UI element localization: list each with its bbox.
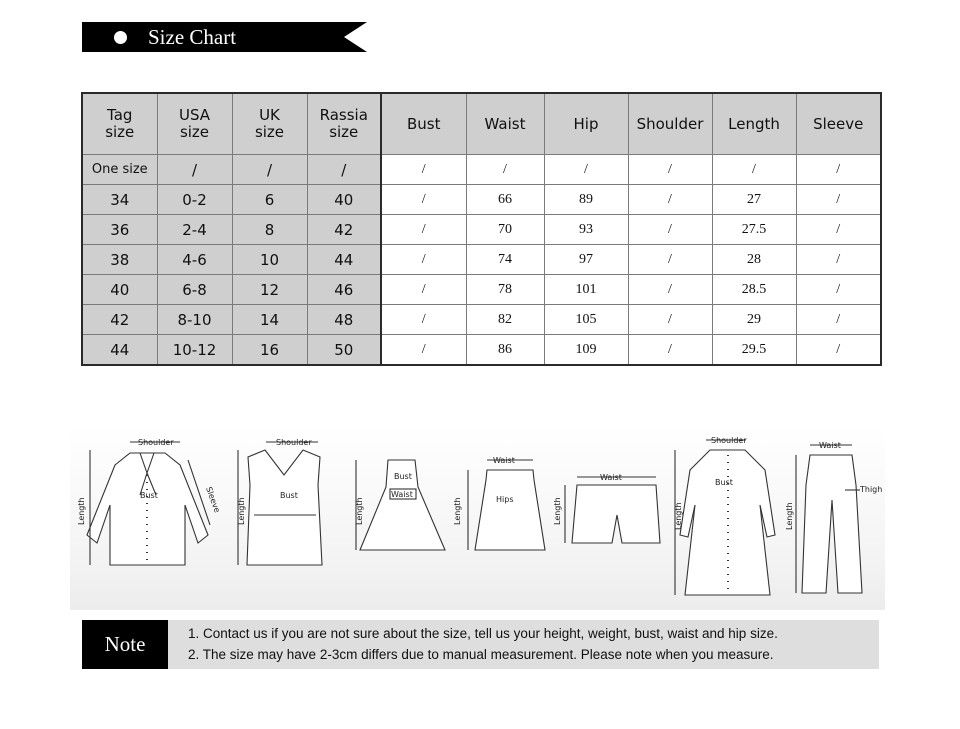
table-cell: / — [307, 155, 381, 185]
header-usa-size: USA size — [157, 93, 232, 155]
table-cell: / — [796, 335, 881, 366]
table-cell: / — [381, 185, 466, 215]
table-cell: 44 — [82, 335, 157, 366]
header-shoulder: Shoulder — [628, 93, 712, 155]
table-cell: 6-8 — [157, 275, 232, 305]
table-cell: / — [796, 215, 881, 245]
table-cell: 36 — [82, 215, 157, 245]
table-cell: 82 — [466, 305, 544, 335]
table-cell: 89 — [544, 185, 628, 215]
label-waist-4: Waist — [493, 456, 515, 465]
table-cell: 66 — [466, 185, 544, 215]
label-bust-6: Bust — [715, 478, 733, 487]
header-length: Length — [712, 93, 796, 155]
header-hip: Hip — [544, 93, 628, 155]
table-cell: / — [628, 215, 712, 245]
table-cell: 6 — [232, 185, 307, 215]
table-cell: 16 — [232, 335, 307, 366]
table-cell: 70 — [466, 215, 544, 245]
table-cell: 29.5 — [712, 335, 796, 366]
table-cell: 48 — [307, 305, 381, 335]
table-cell: 10-12 — [157, 335, 232, 366]
table-row — [82, 305, 881, 335]
header-bust: Bust — [381, 93, 466, 155]
table-cell: 34 — [82, 185, 157, 215]
table-cell: 2-4 — [157, 215, 232, 245]
table-header-row — [82, 93, 881, 155]
table-cell: / — [796, 305, 881, 335]
label-length: Length — [77, 497, 86, 525]
table-cell: 105 — [544, 305, 628, 335]
table-cell: 28.5 — [712, 275, 796, 305]
dress-illustration — [355, 460, 445, 550]
table-cell: 42 — [82, 305, 157, 335]
table-cell: / — [628, 155, 712, 185]
label-length-4: Length — [453, 497, 462, 525]
table-cell: / — [796, 155, 881, 185]
table-cell: 8-10 — [157, 305, 232, 335]
label-bust-3: Bust — [394, 472, 412, 481]
note-line-2: 2. The size may have 2-3cm differs due to manual measurement. Please note when you measure. — [188, 647, 774, 662]
table-cell: 97 — [544, 245, 628, 275]
table-cell: / — [544, 155, 628, 185]
table-cell: 42 — [307, 215, 381, 245]
table-cell: / — [381, 335, 466, 366]
table-row — [82, 215, 881, 245]
table-cell: / — [628, 245, 712, 275]
header-waist: Waist — [466, 93, 544, 155]
label-waist-5: Waist — [600, 473, 622, 482]
table-cell: 8 — [232, 215, 307, 245]
table-row — [82, 185, 881, 215]
table-cell: / — [381, 155, 466, 185]
table-row — [82, 155, 881, 185]
table-cell: 38 — [82, 245, 157, 275]
label-length-3: Length — [355, 497, 364, 525]
table-cell: 86 — [466, 335, 544, 366]
table-cell: / — [381, 305, 466, 335]
label-length-7: Length — [785, 502, 794, 530]
table-row — [82, 335, 881, 366]
garment-illustrations — [70, 425, 885, 610]
label-hips: Hips — [496, 495, 514, 504]
table-cell: / — [381, 275, 466, 305]
table-cell: / — [628, 275, 712, 305]
bullet-icon — [114, 31, 127, 44]
note-box — [82, 620, 879, 669]
blouse-illustration — [77, 438, 222, 565]
header-sleeve: Sleeve — [796, 93, 881, 155]
size-table — [81, 92, 882, 366]
label-shoulder-2: Shoulder — [276, 438, 312, 447]
table-cell: 50 — [307, 335, 381, 366]
table-cell: / — [628, 335, 712, 366]
table-body — [82, 155, 881, 366]
table-cell: 29 — [712, 305, 796, 335]
table-cell: 44 — [307, 245, 381, 275]
table-cell: / — [712, 155, 796, 185]
table-cell: 101 — [544, 275, 628, 305]
table-cell: 74 — [466, 245, 544, 275]
label-length-6: Length — [674, 502, 683, 530]
pants-illustration — [785, 441, 882, 593]
table-cell: 40 — [82, 275, 157, 305]
label-length-2: Length — [237, 497, 246, 525]
table-cell: 109 — [544, 335, 628, 366]
label-thigh: Thigh — [860, 485, 883, 494]
label-length-5: Length — [553, 497, 562, 525]
table-cell: 46 — [307, 275, 381, 305]
skirt-illustration — [453, 456, 545, 550]
size-chart-banner — [82, 22, 367, 52]
label-waist-3: Waist — [391, 490, 413, 499]
table-row — [82, 275, 881, 305]
shorts-illustration — [553, 473, 660, 543]
top-illustration — [237, 438, 322, 565]
table-cell: / — [157, 155, 232, 185]
table-cell: 27.5 — [712, 215, 796, 245]
table-cell: 10 — [232, 245, 307, 275]
table-cell: 28 — [712, 245, 796, 275]
table-cell: / — [466, 155, 544, 185]
table-cell: / — [232, 155, 307, 185]
label-waist-7: Waist — [819, 441, 841, 450]
table-cell: / — [381, 215, 466, 245]
header-uk-size: UK size — [232, 93, 307, 155]
table-row — [82, 245, 881, 275]
table-cell: 14 — [232, 305, 307, 335]
table-cell: / — [628, 185, 712, 215]
table-cell: / — [796, 275, 881, 305]
table-cell: 4-6 — [157, 245, 232, 275]
table-cell: 93 — [544, 215, 628, 245]
table-cell: 78 — [466, 275, 544, 305]
note-line-1: 1. Contact us if you are not sure about the size, tell us your height, weight, bust, waist and hip size. — [188, 626, 778, 641]
coat-illustration — [674, 436, 775, 595]
label-sleeve: Sleeve — [204, 485, 222, 514]
label-shoulder-6: Shoulder — [711, 436, 747, 445]
table-cell: 0-2 — [157, 185, 232, 215]
label-bust: Bust — [140, 491, 158, 500]
table-cell: 40 — [307, 185, 381, 215]
table-cell: / — [796, 185, 881, 215]
header-rassia-size: Rassia size — [307, 93, 381, 155]
label-bust-2: Bust — [280, 491, 298, 500]
table-cell: / — [381, 245, 466, 275]
table-cell: 12 — [232, 275, 307, 305]
table-cell: / — [796, 245, 881, 275]
header-tag-size: Tag size — [82, 93, 157, 155]
label-shoulder: Shoulder — [138, 438, 174, 447]
table-cell: 27 — [712, 185, 796, 215]
table-cell: / — [628, 305, 712, 335]
page-title: Size Chart — [148, 25, 237, 49]
note-title: Note — [82, 620, 168, 669]
table-cell: One size — [82, 155, 157, 185]
